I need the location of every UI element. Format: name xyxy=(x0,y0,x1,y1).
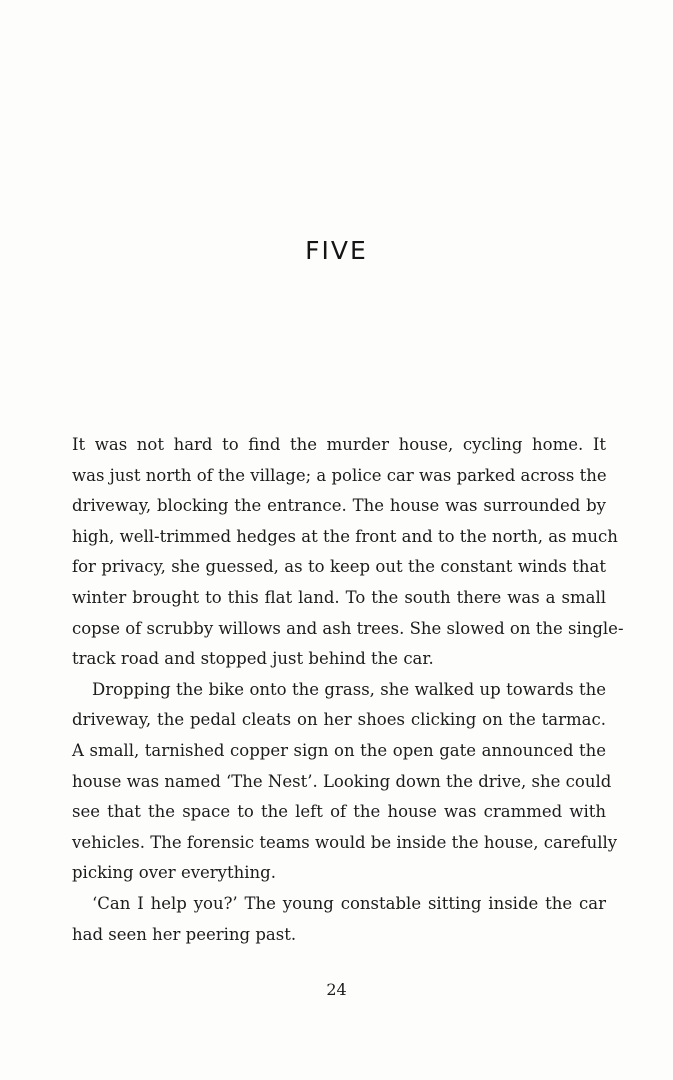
text-line: driveway, blocking the entrance. The house was surrounded by xyxy=(72,496,606,516)
body-text xyxy=(72,430,624,950)
text-line: vehicles. The forensic teams would be inside the house, carefully xyxy=(72,832,618,852)
text-line: driveway, the pedal cleats on her shoes clicking on the tarmac. xyxy=(72,710,606,730)
text-line: see that the space to the left of the house was crammed with xyxy=(72,802,606,822)
text-line: Dropping the bike onto the grass, she walked up towards the xyxy=(92,679,606,699)
paragraph-2 xyxy=(72,675,618,889)
text-line: high, well-trimmed hedges at the front and to the north, as much xyxy=(72,526,618,546)
paragraph-3 xyxy=(72,889,606,950)
text-line: house was named ‘The Nest’. Looking down the drive, she could xyxy=(72,771,612,791)
text-line: It was not hard to find the murder house, cycling home. It xyxy=(72,435,606,454)
chapter-title: FIVE xyxy=(305,236,368,265)
text-line: copse of scrubby willows and ash trees. She slowed on the single- xyxy=(72,618,624,638)
paragraph-1 xyxy=(72,430,624,675)
text-line: A small, tarnished copper sign on the open gate announced the xyxy=(72,740,606,760)
text-line: for privacy, she guessed, as to keep out the constant winds that xyxy=(72,557,606,577)
text-line: had seen her peering past. xyxy=(72,924,297,944)
text-line: picking over everything. xyxy=(72,863,276,883)
text-line: was just north of the village; a police car was parked across the xyxy=(72,465,607,485)
text-line: winter brought to this flat land. To the south there was a small xyxy=(72,587,606,607)
page-number: 24 xyxy=(326,980,347,999)
text-line: track road and stopped just behind the car. xyxy=(72,649,434,669)
text-line: ‘Can I help you?’ The young constable sitting inside the car xyxy=(92,893,606,913)
